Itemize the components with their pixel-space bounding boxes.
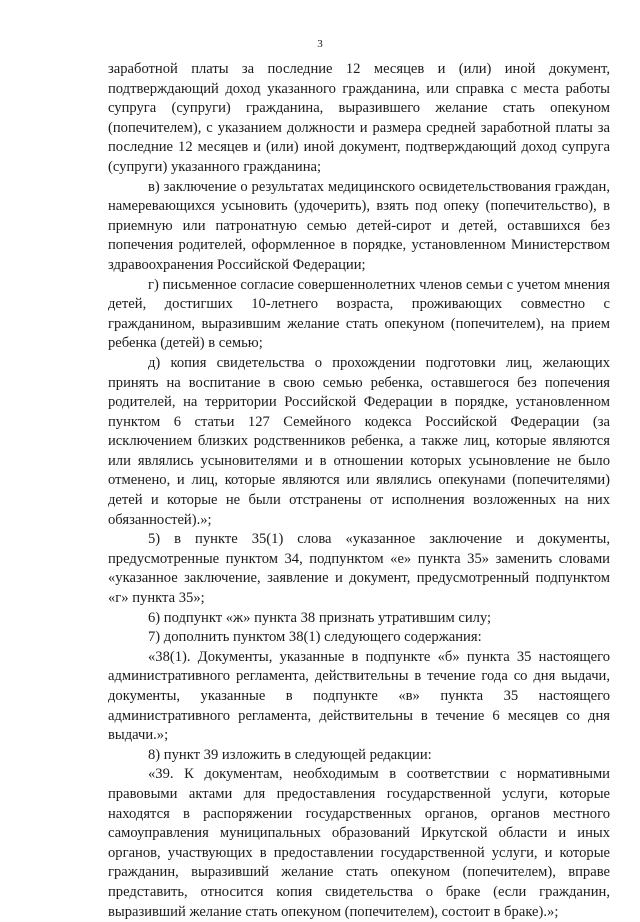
paragraph-item-v: в) заключение о результатах медицинского освидетельствования граждан, намеревающихся усыновить (удочерить), взять под опеку (попечительство), в приемную или патронатную семью детей-сирот и детей, оставшихся без попечения родителей, оформленное в порядке, установленном Министерством здравоохранения Российской Федерации; bbox=[108, 178, 610, 273]
page-number: 3 bbox=[317, 38, 323, 50]
paragraph-amendment-7: 7) дополнить пунктом 38(1) следующего содержания: bbox=[148, 629, 482, 646]
paragraph-amendment-5: 5) в пункте 35(1) слова «указанное заключение и документы, предусмотренные пунктом 34, подпунктом «е» пункта 35» заменить словами «указанное заключение, заявление и документ, предусмотренный подпунктом «г» пункта 35»; bbox=[108, 531, 610, 607]
paragraph-point-39: «39. К документам, необходимым в соответствии с нормативными правовыми актами для предоставления государственной услуги, которые находятся в распоряжении государственных органов, органов местного самоуправления муниципальных образований Иркутской области и иных органов, участвующих в предоставлении государственной услуги, и которые гражданин, выразивший желание стать опекуном (попечителем), вправе представить, относится копия свидетельства о браке (если гражданин, выразивший желание стать опекуном (попечителем), состоит в браке).»; bbox=[108, 766, 610, 920]
paragraph-amendment-8: 8) пункт 39 изложить в следующей редакции: bbox=[148, 746, 432, 763]
document-body bbox=[108, 60, 610, 922]
paragraph-continuation: заработной платы за последние 12 месяцев и (или) иной документ, подтверждающий доход указанного гражданина, или справка с места работы супруга (супруги) гражданина, выразившего желание стать опекуном (попечителем), с указанием должности и размера средней заработной платы за последние 12 месяцев и (или) иной документ, подтверждающий доход супруга (супруги) указанного гражданина; bbox=[108, 61, 610, 175]
paragraph-point-38-1: «38(1). Документы, указанные в подпункте «б» пункта 35 настоящего административного регламента, действительны в течение года со дня выдачи, документы, указанные в подпункте «в» пункта 35 настоящего административного регламента, действительны в течение 6 месяцев со дня выдачи.»; bbox=[108, 648, 610, 744]
paragraph-amendment-6: 6) подпункт «ж» пункта 38 признать утратившим силу; bbox=[148, 609, 492, 626]
paragraph-item-d: д) копия свидетельства о прохождении подготовки лиц, желающих принять на воспитание в свою семью ребенка, оставшегося без попечения родителей, на территории Российской Федерации в порядке, установленном пунктом 6 статьи 127 Семейного кодекса Российской Федерации (за исключением близких родственников ребенка, а также лиц, которые являются или являлись усыновителями и в отношении которых усыновление не было отменено, и лиц, которые являются или являлись опекунами (попечителями) детей и которые не были отстранены от исполнения возложенных на них обязанностей).»; bbox=[108, 354, 610, 528]
paragraph-item-g: г) письменное согласие совершеннолетних членов семьи с учетом мнения детей, достигших 10-летнего возраста, проживающих совместно с гражданином, выразившим желание стать опекуном (попечителем), на прием ребенка (детей) в семью; bbox=[108, 276, 610, 352]
